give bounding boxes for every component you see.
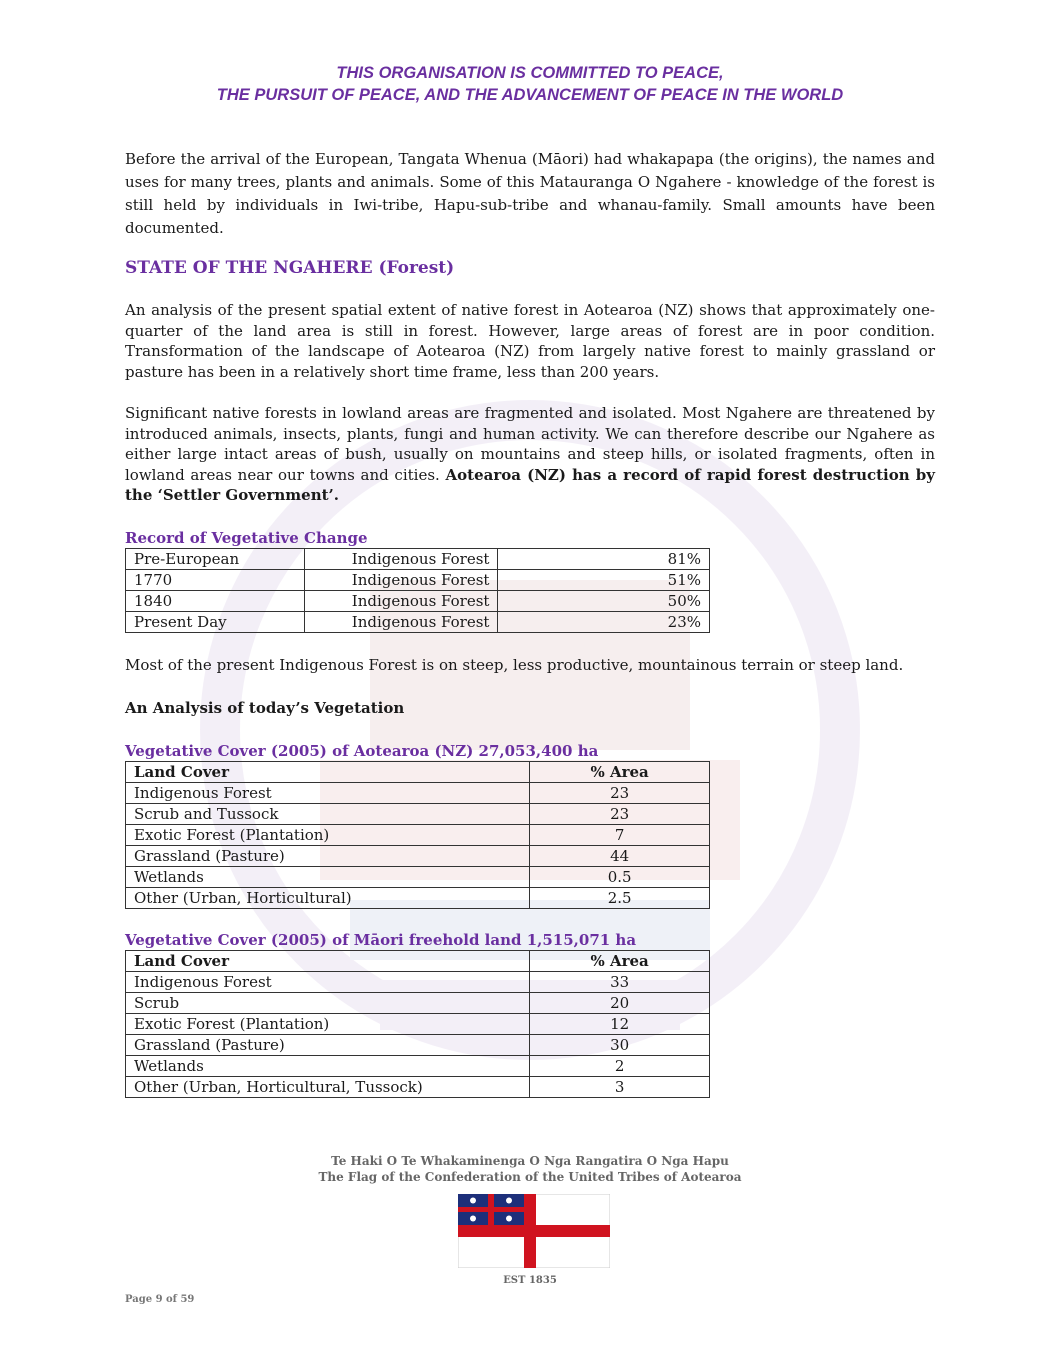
- table-cell: Other (Urban, Horticultural, Tussock): [126, 1077, 530, 1098]
- table-row: [126, 846, 710, 867]
- table-cell: 50%: [498, 590, 710, 611]
- table-cell: 81%: [498, 548, 710, 569]
- footer-line-1: Te Haki O Te Whakaminenga O Nga Rangatira O Nga Hapu: [331, 1154, 729, 1168]
- table-row: [126, 804, 710, 825]
- table-cell: Scrub and Tussock: [126, 804, 530, 825]
- table-row: [126, 1077, 710, 1098]
- table-cell: 7: [530, 825, 710, 846]
- table-row: [126, 993, 710, 1014]
- main-content: [125, 148, 935, 1098]
- table-cell: 2: [530, 1056, 710, 1077]
- est-label: EST 1835: [503, 1275, 557, 1286]
- paragraph-fragmentation-text: Significant native forests in lowland areas are fragmented and isolated. Most Ngahere are threatened by introduced animals, insects, plants, fungi and human activity. We can therefore describe our Ngahere as either large intact areas of bush, usually on mountains and steep hills, or isolated fragments, often in lowland areas near our towns and cities.: [125, 404, 935, 484]
- table-cell: 23%: [498, 611, 710, 632]
- paragraph-terrain: Most of the present Indigenous Forest is on steep, less productive, mountainous terrain or steep land.: [125, 655, 904, 674]
- table-row: [126, 569, 710, 590]
- table-cell: Exotic Forest (Plantation): [126, 1014, 530, 1035]
- paragraph-fragmentation-bold: Aotearoa (NZ) has a record of rapid forest destruction by the ‘Settler Government’.: [125, 465, 935, 504]
- record-table: [125, 548, 710, 633]
- header-line-2: THE PURSUIT OF PEACE, AND THE ADVANCEMENT OF PEACE IN THE WORLD: [216, 86, 844, 104]
- table-cell: 33: [530, 972, 710, 993]
- table-cell: 44: [530, 846, 710, 867]
- table-header-cell: Land Cover: [126, 762, 530, 783]
- section-title: STATE OF THE NGAHERE (Forest): [125, 258, 455, 278]
- table-cell: Indigenous Forest: [304, 611, 498, 632]
- table-cell: 0.5: [530, 867, 710, 888]
- table-row: [126, 1056, 710, 1077]
- paragraph-analysis: An analysis of the present spatial extent of native forest in Aotearoa (NZ) shows that approximately one-quarter of the land area is still in forest. However, large areas of forest are in poor condition. Transformation of the landscape of Aotearoa (NZ) from largely native forest to mainly grassland or pasture has been in a relatively short time frame, less than 200 years.: [125, 301, 935, 381]
- table-header-row: [126, 762, 710, 783]
- table-row: [126, 1035, 710, 1056]
- table-cell: Present Day: [126, 611, 305, 632]
- table-row: [126, 611, 710, 632]
- table-header-cell: % Area: [530, 951, 710, 972]
- footer-caption: [0, 1153, 1060, 1185]
- table-cell: 23: [530, 783, 710, 804]
- table-cell: Indigenous Forest: [304, 548, 498, 569]
- united-tribes-flag: [458, 1194, 610, 1268]
- table-row: [126, 972, 710, 993]
- table-cell: 1770: [126, 569, 305, 590]
- table-cell: Wetlands: [126, 1056, 530, 1077]
- table-cell: 23: [530, 804, 710, 825]
- page-header: [0, 62, 1060, 106]
- table-row: [126, 548, 710, 569]
- table-cell: Indigenous Forest: [126, 783, 530, 804]
- record-table-caption: Record of Vegetative Change: [125, 528, 368, 547]
- table-cell: 20: [530, 993, 710, 1014]
- table-cell: Grassland (Pasture): [126, 846, 530, 867]
- table-cell: Grassland (Pasture): [126, 1035, 530, 1056]
- nz-cover-table: [125, 761, 710, 909]
- table-header-cell: % Area: [530, 762, 710, 783]
- table-cell: 2.5: [530, 888, 710, 909]
- table-cell: 12: [530, 1014, 710, 1035]
- table-cell: Exotic Forest (Plantation): [126, 825, 530, 846]
- table-row: [126, 590, 710, 611]
- table-cell: Pre-European: [126, 548, 305, 569]
- maori-table-caption: Vegetative Cover (2005) of Māori freehold land 1,515,071 ha: [125, 931, 637, 949]
- paragraph-fragmentation: [125, 403, 935, 506]
- table-cell: Indigenous Forest: [304, 590, 498, 611]
- table-cell: 51%: [498, 569, 710, 590]
- table-cell: Indigenous Forest: [126, 972, 530, 993]
- maori-cover-table: [125, 950, 710, 1098]
- table-cell: Other (Urban, Horticultural): [126, 888, 530, 909]
- table-header-row: [126, 951, 710, 972]
- table-cell: Indigenous Forest: [304, 569, 498, 590]
- table-header-cell: Land Cover: [126, 951, 530, 972]
- intro-paragraph: Before the arrival of the European, Tangata Whenua (Māori) had whakapapa (the origins), the names and uses for many trees, plants and animals. Some of this Matauranga O Ngahere - knowledge of the forest is still held by individuals in Iwi-tribe, Hapu-sub-tribe and whanau-family. Small amounts have been documented.: [125, 150, 935, 237]
- page-number: Page 9 of 59: [125, 1294, 195, 1305]
- table-cell: Wetlands: [126, 867, 530, 888]
- table-row: [126, 867, 710, 888]
- table-row: [126, 783, 710, 804]
- header-line-1: THIS ORGANISATION IS COMMITTED TO PEACE,: [336, 64, 724, 82]
- table-row: [126, 888, 710, 909]
- footer-line-2: The Flag of the Confederation of the United Tribes of Aotearoa: [318, 1170, 742, 1184]
- table-cell: Scrub: [126, 993, 530, 1014]
- table-cell: 30: [530, 1035, 710, 1056]
- analysis-heading: An Analysis of today’s Vegetation: [125, 699, 405, 717]
- table-cell: 1840: [126, 590, 305, 611]
- nz-table-caption: Vegetative Cover (2005) of Aotearoa (NZ) 27,053,400 ha: [125, 742, 599, 760]
- table-row: [126, 1014, 710, 1035]
- table-row: [126, 825, 710, 846]
- table-cell: 3: [530, 1077, 710, 1098]
